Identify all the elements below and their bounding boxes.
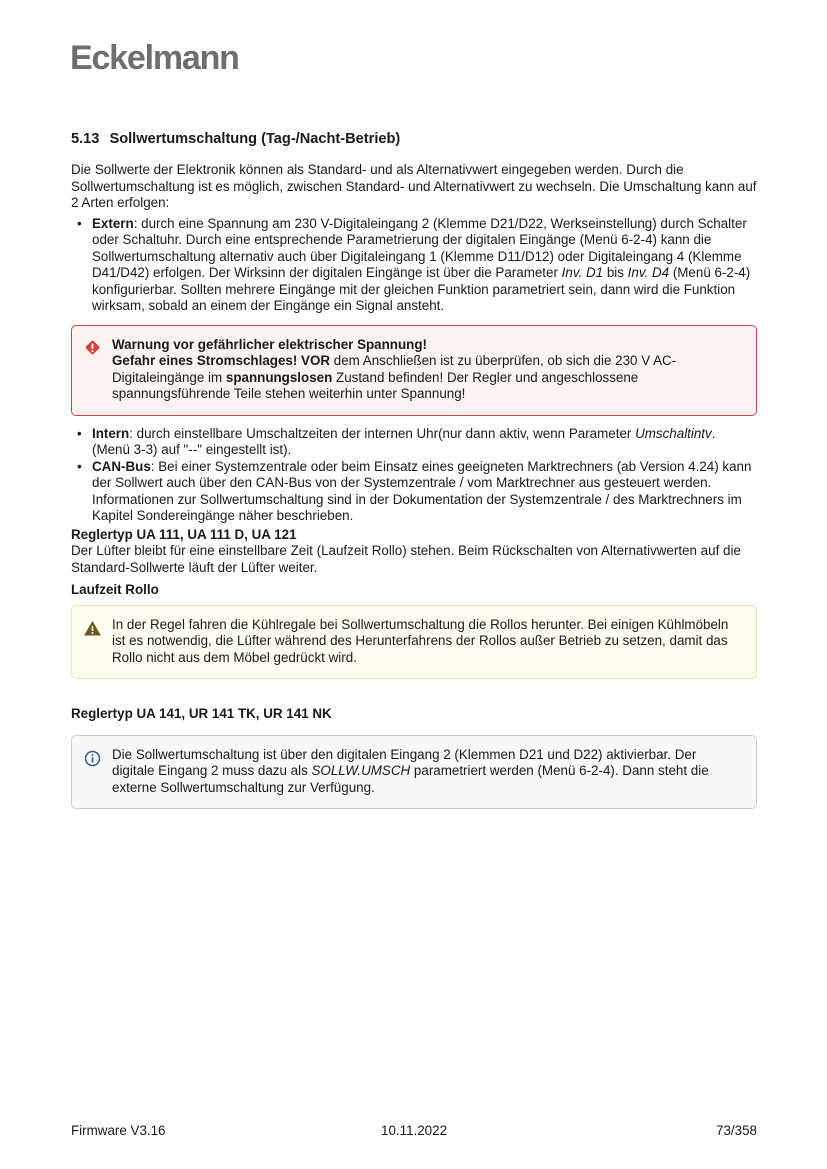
bullet-dot-icon: •: [77, 458, 82, 474]
page-footer: [71, 1123, 757, 1141]
warning-diamond-icon: [84, 339, 101, 356]
regler2-text-b: parametriert werden (Menü 6-2-4). Dann steht die externe Sollwertumschaltung zur Verfügung.: [112, 763, 709, 795]
caution-text: In der Regel fahren die Kühlregale bei Sollwertumschaltung die Rollos herunter. Bei einigen Kühlmöbeln ist es notwendig, die Lüfter während des Herunterfahrens der Rollos außer Betrieb zu setzen, damit das Rollo nicht aus dem Möbel gedrückt wird.: [112, 616, 729, 665]
laufzeit-heading: Laufzeit Rollo: [71, 582, 159, 597]
section-number: 5.13: [71, 131, 100, 147]
list-item-extern: [71, 216, 757, 315]
section-title: Sollwertumschaltung (Tag-/Nacht-Betrieb): [109, 131, 401, 147]
section-heading: [71, 130, 757, 148]
warning-text-2: Zustand befinden! Der Regler und angeschlossene spannungsführende Teile stehen weiterhin unter Spannung!: [112, 369, 639, 401]
warning-bold-2: spannungslosen: [225, 369, 333, 385]
caution-box: [71, 605, 757, 680]
canbus-label: CAN-Bus: [92, 458, 151, 474]
main-content: [71, 130, 757, 809]
bullet-dot-icon: •: [77, 425, 82, 441]
warning-text: [112, 353, 742, 403]
regler2-heading: Reglertyp UA 141, UR 141 TK, UR 141 NK: [71, 706, 332, 721]
eckelmann-logo: Eckelmann: [70, 39, 239, 77]
list-item-canbus: [71, 459, 757, 525]
extern-text-a: : durch eine Spannung am 230 V-Digitaleingang 2 (Klemme D21/D22, Werkseinstellung) durch Schalter oder Schaltuhr. Durch eine entsprechende Parametrierung der digitalen Eingänge (Menü 6-2-4) kann die Sollwertumschaltung alternativ auch über Digitaleingang 1 (Klemme D11/D12) oder Digitaleingang 4 (Klemme D41/D42) erfolgen. Der Wirksinn der digitalen Eingänge ist über die Parameter: [92, 215, 747, 280]
regler1-heading: Reglertyp UA 111, UA 111 D, UA 121: [71, 526, 297, 542]
footer-date: 10.11.2022: [381, 1123, 448, 1138]
extern-text-b: bis: [603, 265, 628, 280]
info-box: [71, 735, 757, 810]
param-inv-d4: Inv. D4: [627, 265, 670, 280]
warning-text-1: dem Anschließen ist zu überprüfen, ob sich die 230 V AC-Digitaleingänge im: [112, 353, 677, 385]
bullet-list-extern: [71, 216, 757, 315]
param-inv-d1: Inv. D1: [561, 265, 604, 280]
param-sollw-umsch: SOLLW.UMSCH: [311, 763, 411, 778]
info-circle-icon: [84, 750, 101, 767]
regler1-text: Der Lüfter bleibt für eine einstellbare Zeit (Laufzeit Rollo) stehen. Beim Rückschalten von Alternativwerten auf die Standard-Sollwerte läuft der Lüfter weiter.: [71, 543, 741, 575]
warning-title: Warnung vor gefährlicher elektrischer Spannung!: [112, 336, 427, 352]
canbus-text: : Bei einer Systemzentrale oder beim Einsatz eines geeigneten Marktrechners (ab Version 4.24) kann der Sollwert auch über den CAN-Bus von der Systemzentrale / vom Marktrechner aus gesteuert werden. Informationen zur Sollwertumschaltung sind in der Dokumentation der Systemzentrale / des Marktrechners im Kapitel Sondereingänge näher beschrieben.: [92, 458, 752, 523]
list-item-intern: [71, 426, 757, 459]
footer-firmware: Firmware V3.16: [71, 1123, 166, 1138]
warning-bold-1: Gefahr eines Stromschlages! VOR: [112, 353, 331, 368]
regler2-text-a: Die Sollwertumschaltung ist über den digitalen Eingang 2 (Klemmen D21 und D22) aktivierbar. Der digitale Eingang 2 muss dazu als: [112, 746, 697, 778]
info-text: [112, 747, 742, 797]
caution-triangle-icon: [84, 620, 101, 637]
bullet-dot-icon: •: [77, 215, 82, 231]
intern-text-b: . (Menü 3-3) auf "--" eingestellt ist).: [92, 425, 716, 457]
param-umschaltintv: Umschaltintv: [635, 425, 712, 441]
intern-text-a: : durch einstellbare Umschaltzeiten der internen Uhr(nur dann aktiv, wenn Parameter: [129, 425, 636, 441]
footer-page-number: 73/358: [716, 1123, 757, 1138]
intro-paragraph: Die Sollwerte der Elektronik können als Standard- und als Alternativwert eingegeben werden. Durch die Sollwertumschaltung ist es möglich, zwischen Standard- und Alternativwert zu wechseln. Die Umschaltung kann auf 2 Arten erfolgen:: [71, 162, 757, 210]
warning-box: [71, 325, 757, 416]
extern-text-c: (Menü 6-2-4) konfigurierbar. Sollten mehrere Eingänge mit der gleichen Funktion parametriert sein, dann wird die Funktion wirksam, sobald an einem der Eingänge ein Signal ansteht.: [92, 265, 751, 313]
bullet-list-intern-canbus: [71, 426, 757, 525]
intern-label: Intern: [92, 425, 130, 441]
extern-label: Extern: [92, 215, 134, 231]
